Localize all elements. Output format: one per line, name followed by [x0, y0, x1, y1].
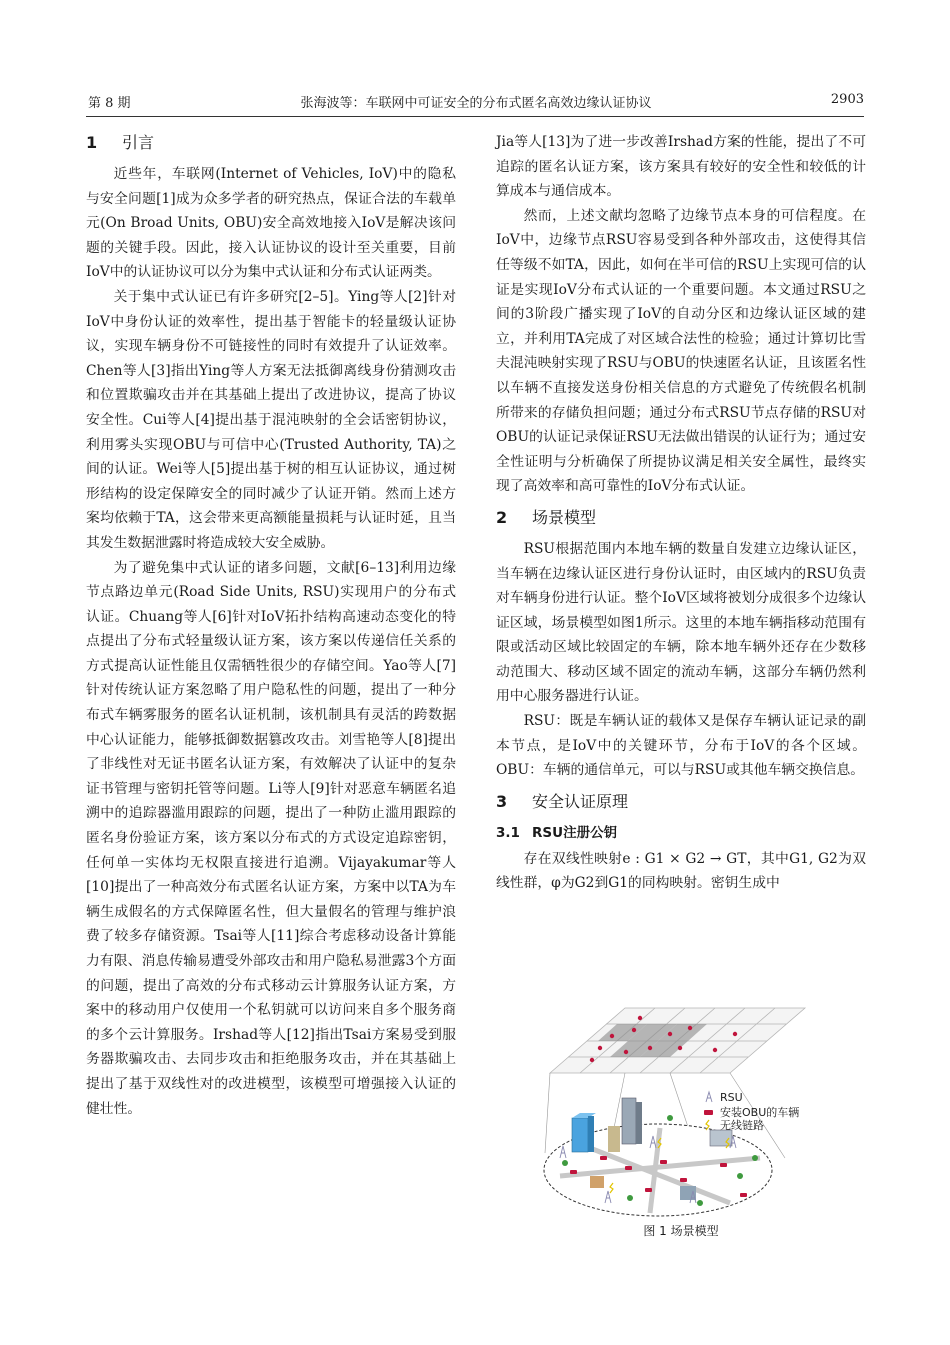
legend-wireless: 无线链路	[720, 1119, 764, 1132]
right-column	[496, 130, 866, 896]
issue-label: 第 8 期	[88, 96, 131, 111]
page-number: 2903	[830, 92, 864, 107]
intro-paragraph-1: 近些年，车联网(Internet of Vehicles, IoV)中的隐私与安全问题[1]成为众多学者的研究热点，保证合法的车载单元(On Broad Units, OBU)安全高效地接入IoV是解决该问题的关键手段。因此，接入认证协议的设计至关重要，目前IoV中的认证协议可以分为集中式认证和分布式认证两类。	[86, 166, 456, 281]
wireless-legend-icon	[706, 1120, 709, 1130]
rsu-legend-icon	[706, 1092, 712, 1102]
scene-model-figure	[530, 998, 830, 1223]
legend-rsu: RSU	[720, 1091, 743, 1104]
intro-paragraph-3-continued: Jia等人[13]为了进一步改善Irshad方案的性能，提出了不可追踪的匿名认证方案，该方案具有较好的安全性和较低的计算成本与通信成本。	[496, 134, 866, 200]
legend	[704, 1091, 799, 1132]
scene-paragraph-2: RSU：既是车辆认证的载体又是保存车辆认证记录的副本节点，是IoV中的关键环节，分布于IoV的各个区域。OBU：车辆的通信单元，可以与RSU或其他车辆交换信息。	[496, 713, 866, 779]
scene-paragraph-1: RSU根据范围内本地车辆的数量自发建立边缘认证区，当车辆在边缘认证区进行身份认证时，由区域内的RSU负责对车辆身份进行认证。整个IoV区域将被划分成很多个边缘认证区域，场景模型如图1所示。这里的本地车辆指移动范围有限或活动区域比较固定的车辆，除本地车辆外还存在少数移动范围大、移动区域不固定的流动车辆，这部分车辆仍然利用中心服务器进行认证。	[496, 540, 866, 705]
subsection-3-1-heading: 3.1 RSU注册公钥	[496, 824, 618, 841]
figure-caption: 图 1 场景模型	[643, 1224, 719, 1238]
section-3-heading: 3 安全认证原理	[496, 791, 629, 811]
section-2-heading: 2 场景模型	[496, 507, 597, 527]
vehicle-legend-icon	[704, 1110, 713, 1115]
intro-paragraph-4: 然而，上述文献均忽略了边缘节点本身的可信程度。在IoV中，边缘节点RSU容易受到各种外部攻击，这使得其信任等级不如TA，因此，如何在半可信的RSU上实现可信的认证是实现IoV分布式认证的一个重要问题。本文通过RSU之间的3阶段广播实现了IoV的自动分区和边缘认证区域的建立，并利用TA完成了对区域合法性的检验；通过计算切比雪夫混沌映射实现了RSU与OBU的快速匿名认证，且该匿名性以车辆不直接发送身份相关信息的方式避免了传统假名机制所带来的存储负担问题；通过分布式RSU节点存储的RSU对OBU的认证记录保证RSU无法做出错误的认证行为；通过安全性证明与分析确保了所提协议满足相关安全属性，最终实现了高效率和高可靠性的IoV分布式认证。	[496, 207, 866, 495]
running-title: 张海波等：车联网中可证安全的分布式匿名高效边缘认证协议	[300, 96, 652, 111]
subsection-3-1-paragraph: 存在双线性映射e : G1 × G2 → GT，其中G1, G2为双线性群，φ为G2到G1的同构映射。密钥生成中	[496, 850, 866, 892]
left-column	[86, 130, 456, 1121]
header-rule	[86, 116, 864, 117]
legend-vehicle: 安装OBU的车辆	[720, 1106, 800, 1119]
section-1-heading: 1 引言	[86, 133, 155, 152]
page-header	[88, 92, 864, 112]
intro-paragraph-2: 关于集中式认证已有许多研究[2–5]。Ying等人[2]针对IoV中身份认证的效率性，提出基于智能卡的轻量级认证协议，实现车辆身份不可链接性的同时有效提升了认证效率。Chen等人[3]指出Ying等人方案无法抵御离线身份猜测攻击和位置欺骗攻击并在其基础上提出了改进协议，提高了协议安全性。Cui等人[4]提出基于混沌映射的全会话密钥协议，利用雾头实现OBU与可信中心(Trusted Authority, TA)之间的认证。Wei等人[5]提出基于树的相互认证协议，通过树形结构的设定保障安全的同时减少了认证开销。然而上述方案均依赖于TA，这会带来更高额能量损耗与认证时延，且当其发生数据泄露时将造成较大安全威胁。	[86, 288, 456, 551]
intro-paragraph-3: 为了避免集中式认证的诸多问题，文献[6–13]利用边缘节点路边单元(Road Side Units, RSU)实现用户的分布式认证。Chuang等人[6]针对IoV拓扑结构高速动态变化的特点提出了分布式轻量级认证方案，该方案以传递信任关系的方式提高认证性能且仅需牺牲很少的存储空间。Yao等人[7]针对传统认证方案忽略了用户隐私性的问题，提出了一种分布式车辆雾服务的匿名认证机制，该机制具有灵活的跨数据中心认证能力，能够抵御数据篡改攻击。刘雪艳等人[8]提出了非线性对无证书匿名认证方案，有效解决了认证中的复杂证书管理与密钥托管等问题。Li等人[9]针对恶意车辆匿名追溯中的追踪器滥用跟踪的问题，提出了一种防止滥用跟踪的匿名身份验证方案，该方案以分布式的方式设定追踪密钥，任何单一实体均无权限直接进行追溯。Vijayakumar等人[10]提出了一种高效分布式匿名认证方案，方案中以TA为车辆生成假名的方式保障匿名性，但大量假名的管理与维护浪费了较多存储资源。Tsai等人[11]综合考虑移动设备计算能力有限、消息传输易遭受外部攻击和用户隐私易泄露3个方面的问题，提出了高效的分布式移动云计算服务认证方案，方案中的移动用户仅使用一个私钥就可以访问来自多个服务商的多个云计算服务。Irshad等人[12]指出Tsai方案易受到服务器欺骗攻击、去同步攻击和拒绝服务攻击，并在其基础上提出了基于双线性对的改进模型，该模型可增强接入认证的健壮性。	[86, 559, 456, 1117]
